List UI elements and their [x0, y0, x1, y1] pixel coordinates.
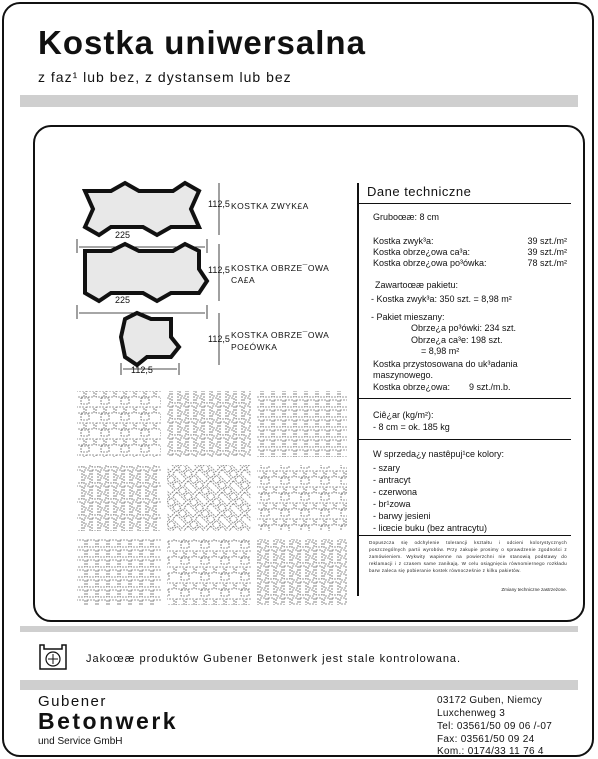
stone-edge-full-height: 112,5 — [208, 265, 230, 275]
tech-row-value: 39 szt./m² — [527, 247, 567, 257]
address-line: Luxchenweg 3 — [437, 708, 506, 719]
color-item: - szary — [373, 463, 400, 473]
stone-standard-height: 112,5 — [208, 199, 230, 209]
tech-row-value: 39 szt./m² — [527, 236, 567, 246]
color-item: - br¹zowa — [373, 499, 411, 509]
weight-value: - 8 cm = ok. 185 kg — [373, 422, 450, 432]
mixed-total: = 8,98 m² — [421, 346, 460, 356]
color-item: - antracyt — [373, 475, 411, 485]
tech-thickness: Gruboœæ: 8 cm — [373, 212, 440, 222]
color-item: - barwy jesieni — [373, 511, 431, 521]
mixed-package-title: - Pakiet mieszany: — [371, 312, 445, 322]
laying-patterns-grid — [75, 389, 351, 606]
mixed-full: Obrze¿a ca³e: 198 szt. — [411, 335, 503, 345]
page-subtitle: z faz¹ lub bez, z dystansem lub bez — [38, 69, 292, 85]
fine-print: Dopuszcza się odchylenie tolerancji kształtu i odcieni kolorystycznych poszczególnych partii wyrobów. Przy zakupie prosimy o sprawdzenie zgodności z zamówieniem. Wykwity wapienne na powierzchni nie stanowią podstawy do reklamacji i z czasem same zanikają. W celu osiągnięcia równomiernego rozkładu barw zaleca się pobieranie kostek równocześnie z kilku pakietów. — [369, 540, 567, 573]
tech-divider — [359, 439, 571, 440]
brand-name-top: Gubener — [38, 693, 107, 710]
stone-edge-half-height: 112,5 — [208, 334, 230, 344]
quality-seal-icon — [38, 643, 68, 671]
colors-title: W sprzeda¿y nastêpuj¹ce kolory: — [373, 449, 505, 459]
product-panel — [33, 125, 585, 622]
address-line: 03172 Guben, Niemcy — [437, 695, 543, 706]
package-title: Zawartoœæ pakietu: — [375, 280, 459, 290]
page-title: Kostka uniwersalna — [38, 24, 366, 61]
machine-note-2: maszynowego. — [373, 370, 434, 380]
package-standard: - Kostka zwyk³a: 350 szt. = 8,98 m² — [371, 294, 512, 304]
footer-divider — [20, 680, 578, 690]
tech-divider — [359, 203, 571, 204]
stone-edge-half-width: 112,5 — [131, 365, 153, 375]
stone-edge-full-width: 225 — [115, 295, 131, 305]
tech-title: Dane techniczne — [367, 184, 472, 199]
address-mobile: Kom.: 0174/33 11 76 4 — [437, 746, 544, 757]
header-divider — [20, 95, 578, 107]
stone-standard-width: 225 — [115, 230, 131, 240]
edge-stone-label: Kostka obrze¿owa: — [373, 382, 451, 392]
fine-print-note: Zmiany techniczne zastrzeżone. — [501, 587, 567, 592]
machine-note: Kostka przystosowana do uk³adania — [373, 359, 518, 369]
color-item: - liœcie buku (bez antracytu) — [373, 523, 488, 533]
tech-row-label: Kostka obrze¿owa po³ówka: — [373, 258, 487, 268]
brand-name-sub: und Service GmbH — [38, 736, 123, 747]
color-item: - czerwona — [373, 487, 418, 497]
stone-edge-full-label: KOSTKA OBRZE¯OWA CA£A — [231, 263, 329, 285]
brand-name-main: Betonwerk — [38, 708, 179, 734]
stone-standard-label: KOSTKA ZWYK£A — [231, 201, 309, 211]
quality-statement: Jakoœæ produktów Gubener Betonwerk jest stale kontrolowana. — [86, 653, 462, 665]
tech-divider — [359, 398, 571, 399]
technical-data — [357, 183, 569, 596]
weight-title: Ciê¿ar (kg/m²): — [373, 410, 434, 420]
tech-row-label: Kostka zwyk³a: — [373, 236, 434, 246]
address-fax: Fax: 03561/50 09 24 — [437, 734, 535, 745]
tech-row-value: 78 szt./m² — [527, 258, 567, 268]
edge-stone-value: 9 szt./m.b. — [469, 382, 511, 392]
tech-row-label: Kostka obrze¿owa ca³a: — [373, 247, 471, 257]
mixed-half: Obrze¿a po³ówki: 234 szt. — [411, 323, 517, 333]
address-phone: Tel: 03561/50 09 06 /-07 — [437, 721, 553, 732]
section-divider — [20, 626, 578, 632]
stone-edge-half-label: KOSTKA OBRZE¯OWA PO£ÓWKA — [231, 330, 329, 352]
tech-divider — [359, 535, 571, 536]
